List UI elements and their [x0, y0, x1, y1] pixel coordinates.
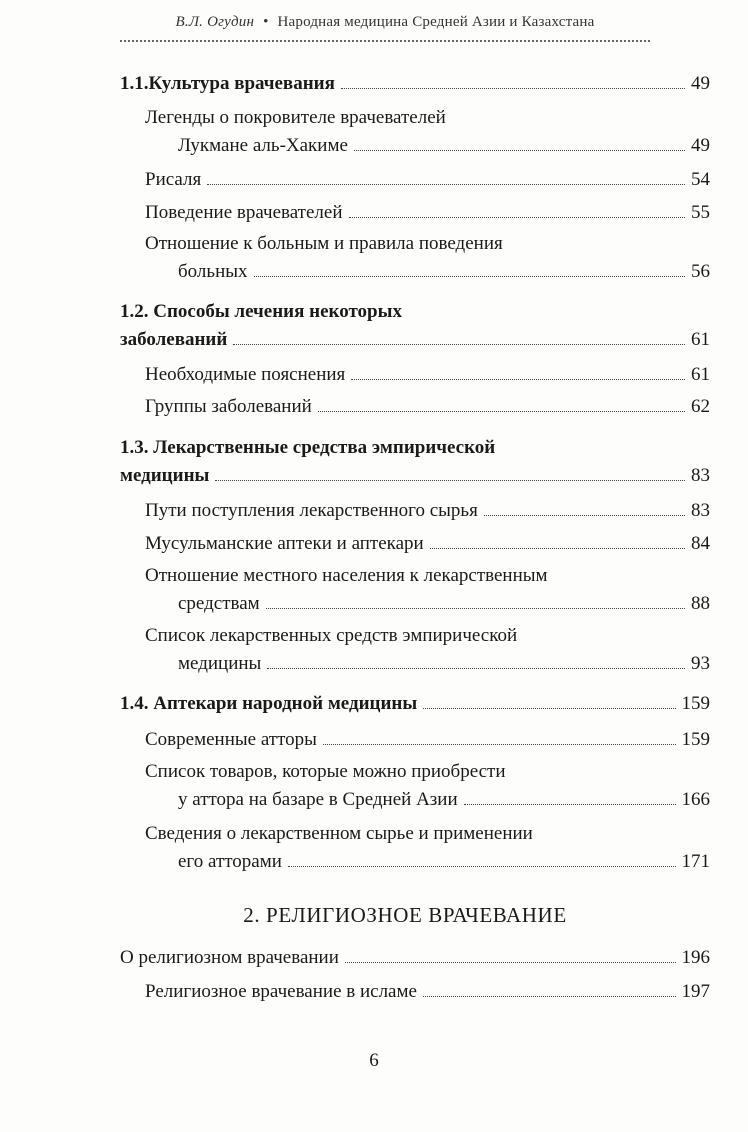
- toc-item[interactable]: [145, 758, 710, 814]
- toc-page-number: 49: [691, 135, 710, 156]
- toc-item[interactable]: [145, 166, 710, 194]
- toc-page-number: 55: [691, 202, 710, 223]
- leader-dots: [207, 184, 685, 185]
- toc-item[interactable]: [145, 530, 710, 558]
- toc-section-title: 1.4. Аптекари народной медицины: [120, 693, 418, 714]
- toc-item[interactable]: [145, 199, 710, 227]
- toc-item-title: О религиозном врачевании: [120, 947, 339, 968]
- leader-dots: [267, 668, 685, 669]
- toc-item[interactable]: [145, 978, 710, 1006]
- toc-item-title: Пути поступления лекарственного сырья: [145, 500, 478, 521]
- leader-dots: [215, 480, 685, 481]
- toc-page-number: 61: [691, 329, 710, 350]
- leader-dots: [233, 344, 685, 345]
- toc-item-title: Современные атторы: [145, 729, 317, 750]
- toc-page-number: 49: [691, 73, 710, 94]
- running-head: [120, 14, 650, 31]
- toc-page-number: 83: [691, 465, 710, 486]
- toc-page-number: 62: [691, 396, 710, 417]
- toc-page-number: 196: [681, 947, 710, 968]
- leader-dots: [354, 150, 685, 151]
- leader-dots: [423, 708, 675, 709]
- chapter-2-title[interactable]: 2. РЕЛИГИОЗНОЕ ВРАЧЕВАНИЕ: [243, 903, 567, 927]
- toc-section-1-4[interactable]: [120, 690, 710, 718]
- toc-item-title: Рисаля: [145, 169, 202, 190]
- leader-dots: [430, 548, 685, 549]
- leader-dots: [323, 744, 676, 745]
- toc-item[interactable]: [145, 497, 710, 525]
- toc-page-number: 197: [681, 981, 710, 1002]
- toc-item[interactable]: [145, 562, 710, 618]
- leader-dots: [318, 411, 685, 412]
- toc-item-title-line1: Список товаров, которые можно приобрести: [145, 761, 506, 782]
- running-head-title: Народная медицина Средней Азии и Казахстана: [277, 14, 595, 30]
- leader-dots: [345, 962, 676, 963]
- running-head-author: В.Л. Огудин: [175, 14, 255, 30]
- toc-section-1-2[interactable]: [120, 298, 710, 354]
- toc-page-number: 84: [691, 533, 710, 554]
- toc-section-1-3[interactable]: [120, 434, 710, 490]
- leader-dots: [423, 996, 676, 997]
- leader-dots: [266, 608, 685, 609]
- leader-dots: [341, 88, 685, 89]
- toc-item-title: Поведение врачевателей: [145, 202, 343, 223]
- toc-item[interactable]: [145, 104, 710, 160]
- toc-section-title-line2: медицины: [120, 465, 210, 486]
- toc-page-number: 56: [691, 261, 710, 282]
- toc-item[interactable]: [145, 393, 710, 421]
- toc-section-title-line1: 1.2. Способы лечения некоторых: [120, 301, 402, 322]
- toc-item-title-line1: Список лекарственных средств эмпирической: [145, 625, 518, 646]
- page-number: 6: [369, 1050, 379, 1071]
- toc-item[interactable]: [145, 820, 710, 876]
- leader-dots: [254, 276, 686, 277]
- toc-page-number: 159: [681, 729, 710, 750]
- toc-section-title-line1: 1.3. Лекарственные средства эмпирической: [120, 437, 496, 458]
- toc-item-title-line2: медицины: [178, 653, 262, 674]
- toc-section-1-1[interactable]: [120, 70, 710, 98]
- leader-dots: [484, 515, 685, 516]
- toc-item[interactable]: [145, 726, 710, 754]
- toc-item-title-line2: Лукмане аль-Хакиме: [178, 135, 348, 156]
- toc-page-number: 54: [691, 169, 710, 190]
- leader-dots: [288, 866, 676, 867]
- toc-item-title-line1: Сведения о лекарственном сырье и применении: [145, 823, 533, 844]
- toc-item-title-line2: больных: [178, 261, 248, 282]
- toc-item[interactable]: [145, 622, 710, 678]
- toc-item-title: Необходимые пояснения: [145, 364, 346, 385]
- toc-item-title-line1: Отношение к больным и правила поведения: [145, 233, 503, 254]
- toc-item-title: Религиозное врачевание в исламе: [145, 981, 417, 1002]
- running-head-separator: •: [263, 14, 269, 30]
- toc-item[interactable]: [120, 944, 710, 972]
- toc-page-number: 159: [681, 693, 710, 714]
- toc-page-number: 88: [691, 593, 710, 614]
- leader-dots: [349, 217, 686, 218]
- leader-dots: [464, 804, 676, 805]
- running-head-rule: [120, 40, 650, 42]
- toc-item[interactable]: [145, 230, 710, 286]
- toc-item-title: Группы заболеваний: [145, 396, 312, 417]
- toc-section-title-line2: заболеваний: [120, 329, 228, 350]
- toc-page-number: 166: [681, 789, 710, 810]
- toc-item-title-line1: Легенды о покровителе врачевателей: [145, 107, 446, 128]
- toc-item-title-line2: у аттора на базаре в Средней Азии: [178, 789, 458, 810]
- leader-dots: [351, 379, 685, 380]
- toc-page-number: 83: [691, 500, 710, 521]
- toc-page-number: 93: [691, 653, 710, 674]
- toc-item-title: Мусульманские аптеки и аптекари: [145, 533, 424, 554]
- toc-item-title-line2: его атторами: [178, 851, 282, 872]
- toc-page-number: 171: [681, 851, 710, 872]
- toc-item-title-line2: средствам: [178, 593, 260, 614]
- toc-item-title-line1: Отношение местного населения к лекарственным: [145, 565, 548, 586]
- toc-section-title: 1.1.Культура врачевания: [120, 73, 335, 94]
- toc-item[interactable]: [145, 361, 710, 389]
- toc-page-number: 61: [691, 364, 710, 385]
